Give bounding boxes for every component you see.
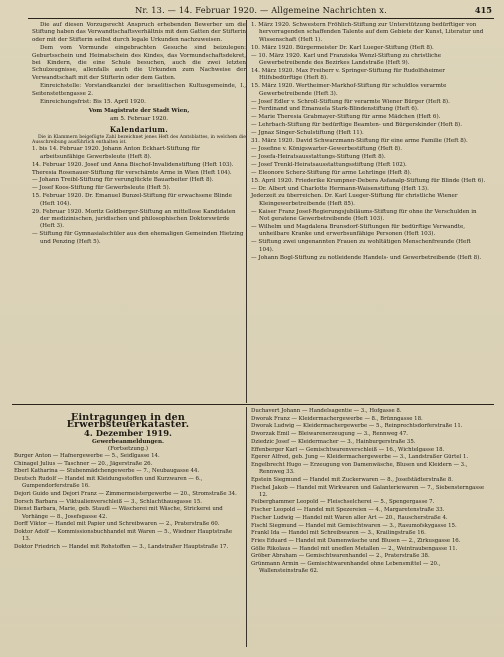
list-item: 15. März 1920. Wertheimer-Markhof-Stiftung für schuldlos verarmte Gewerbetreibende (Heft 3). <box>251 83 447 97</box>
list-item: — Jgnaz Singer-Schulstiftung (Heft 11). <box>251 130 364 137</box>
list-item: — Josef Trenkl-Heiratsausstattungsstiftung (Heft 102). <box>251 161 407 168</box>
list-item: Burger Anton — Hafnergewerbe — 5., Seidlgasse 14. <box>14 453 160 460</box>
section-divider <box>12 404 494 405</box>
list-item: Fischl Siegmund — Handel mit Gemischtwaren — 3., Rasumofskygasse 15. <box>251 522 457 529</box>
kalendarium-note: Die in Klammern beigefügte Zahl bezeichnet jenes Heft des Amtsblattes, in welchem die Ausschreibung ausführlich enthalten ist. <box>32 134 246 146</box>
list-item: Frankl Ida — Handel mit Schreibwaren — 3., Krailingstraße 16. <box>251 530 426 537</box>
paragraph: Einreichungsfrist: Bis 15. April 1920. <box>40 99 146 106</box>
list-item: — Johann Treibl-Stiftung für verunglückte Bauarbeiter (Heft 8). <box>32 177 214 184</box>
right-column <box>251 22 487 263</box>
kalendarium-heading: Kalendarium. <box>109 125 169 135</box>
list-item: Engelbrecht Hugo — Erzeugung von Damenwäsche, Blusen und Kleidern — 3., Rennweg 33. <box>251 461 468 476</box>
section-title: Eintragungen in den Erwerbsteuerkataster. <box>66 412 190 431</box>
list-item: — Josef Koos-Stiftung für Gewerbsleute (Heft 5). <box>32 185 171 192</box>
list-item: 10. März 1920. Bürgermeister Dr. Karl Lueger-Stiftung (Heft 8). <box>251 44 434 51</box>
tax-register-left <box>14 410 242 552</box>
list-item: Eberl Katharina — Stubenmädchengewerbe — 7., Neubaugasse 44. <box>14 468 200 475</box>
paragraph: Einreichstelle: Vorstandkanzlei der israelitischen Kultusgemeinde, I., Seitenstettengasse 2. <box>32 83 246 97</box>
list-item: — Dr. Albert und Charlotte Hermann-Waisenstiftung (Heft 13). <box>251 185 429 192</box>
list-item: 15. Februar 1920. Dr. Emanuel Bunzel-Stiftung für erwachsene Blinde (Heft 104). <box>32 193 232 207</box>
signoff-date: am 5. Februar 1920. <box>109 115 169 122</box>
list-item: 14. März 1920. Max Freiherr v. Springer-Stiftung für Rudolfsheimer Hilfsbedürftige (Heft 8). <box>251 67 445 82</box>
section-subtitle: Gewerbeanmeldungen. <box>92 438 164 445</box>
section-subtitle-note: (Fortsetzung.) <box>107 445 149 452</box>
list-item: 1. März 1920. Schwestern Fröhlich-Stiftung zur Unterstützung bedürftiger von hervorragenden schaffenden Talente auf dem Gebiete der Kunst, Literatur und Wissenschaft (Heft 1). <box>251 22 484 43</box>
running-title: Nr. 13. — 14. Februar 1920. — Allgemeine Nachrichten x. <box>135 5 387 15</box>
list-item: — Wilhelm und Magdalena Brunsdorf-Stiftungen für bedürftige Verwandte, unheilbare Kranke und erwerbsunfähige Personen (Heft 103). <box>251 224 466 238</box>
list-item: Dejori Guido und Dejori Franz — Zimmermeistergewerbe — 20., Stromstraße 34. <box>14 491 237 498</box>
list-item: — Eleonore Scherz-Stiftung für arme Lehrlinge (Heft 8). <box>251 169 412 176</box>
list-item: Doktor Friedrich — Handel mit Rohstoffen — 3., Landstraßer Hauptstraße 17. <box>14 543 229 550</box>
list-item: Doktor Adolf — Kommissionsbuchhandel mit Waren — 5., Wiedner Hauptstraße 13. <box>14 529 233 543</box>
list-item: — Kaiser Franz Josef-Regierungsjubiläums-Stiftung für ohne ihr Verschulden in Not geratene Gewerbetreibende (Heft 103). <box>251 208 477 223</box>
list-item: Effenberger Karl — Gemischtwarenverschleiß — 16., Wichtelgasse 18. <box>251 446 445 453</box>
list-item: 1. bis 14. Februar 1920. Johann Anton Eckhart-Stiftung für arbeitsunfähige Gewerbsleute (Heft 8). <box>32 146 200 160</box>
list-item: 29. Februar 1920. Moritz Goldberger-Stiftung an mittellose Kandidaten der medizinischen, juridischen und philosophischen Doktorswürde (Heft 3). <box>32 208 236 230</box>
list-item: Chinagel Julius — Taschner — 20., Jägerstraße 26. <box>14 460 153 467</box>
list-item: Fries Eduard — Handel mit Damenwäsche und Blusen — 2., Zirkusgasse 16. <box>251 537 461 544</box>
paragraph: Dem vom Vormunde eingebrachten Gesuche sind beizulegen: Geburtsschein und Heimatschein des Kindes, das Vormundschaftsdekret, bei Kindern, die eine Schule besuchen, auch die zwei letzten Schulzeugnisse, allenfalls auch die Urkunden zum Nachweise der Verwandtschaft mit der Stifterin oder dem Gatten. <box>32 45 246 81</box>
list-item: Egerer Alfred, geb. Jung — Kleidermachergewerbe — 3., Landstraßer Gürtel 1. <box>251 454 469 461</box>
list-item: 31. März 1920. David Schwarzmann-Stiftung für eine arme Familie (Heft 8). <box>251 138 468 145</box>
list-item: Fischer Leopold — Handel mit Spezereien — 4., Margaretenstraße 33. <box>251 507 445 514</box>
section-date: 4. Dezember 1919. <box>84 428 172 439</box>
list-item: — Josefa-Heiratsausstattungs-Stiftung (Heft 8). <box>251 153 386 160</box>
list-item: — Josefine v. Königswarter-Gewerbestiftung (Heft 8). <box>251 146 403 152</box>
list-item: Dworak Franz — Kleidermachergewerbe — 8., Brünngasse 18. <box>251 415 423 422</box>
list-item: — Josef Edler v. Schroll-Stiftung für verarmte Wiener Bürger (Heft 8). <box>251 98 450 105</box>
list-item: Theresia Rosenauer-Stiftung für verschämte Arme in Wien (Heft 104). <box>32 169 232 176</box>
list-item: — Stiftung für Gymnasialschüler aus den ehemaligen Gemeinden Hietzing und Penzing (Heft 5). <box>32 231 244 245</box>
list-item: Duchavert Johann — Handelsagentie — 3., Hofgasse 8. <box>251 408 402 414</box>
list-item: — 10. März 1920. Karl und Franziska Wenzl-Stiftung zu christliche Gewerbetreibende des Bezirkes Landstraße (Heft 9). <box>251 52 442 67</box>
signoff: Vom Magistrate der Stadt Wien, <box>88 108 190 115</box>
list-item: Deutsch Rudolf — Handel mit Kleidungsstoffen und Kurzwaren — 6., Gumpendorferstraße 16. <box>14 476 203 490</box>
list-item: — Johann Bogl-Stiftung zu notleidende Handels- und Gewerbetreibende (Heft 8). <box>251 254 482 261</box>
list-item: — Marie Theresia Grabmayer-Stiftung für arme Mädchen (Heft 6). <box>251 114 441 121</box>
paragraph: Die auf diesen Vorzugsrecht Anspruch erhebenden Bewerber um die Stiftung haben das Verwandtschaftsverhältnis mit dem Gatten der Stifterin oder mit der Stifterin selbst durch legale Urkunden nachzuweisen. <box>32 22 246 43</box>
list-item: 15. April 1920. Friederike Krumpner-Debera Asfanalp-Stiftung für Blinde (Heft 6). <box>251 177 486 184</box>
list-item: Dienst Barbara, Marie, geb. Staudl — Wäscherei mit Wäsche, Strickerei und Vorhänge — 8., Josefsgasse 42. <box>14 506 223 520</box>
list-item: Jederzeit zu überreichen. Dr. Karl Lueger-Stiftung für christliche Wiener Kleingewerbetreibende (Heft 85). <box>251 193 458 207</box>
list-item: — Lehrbach-Stiftung für bedürftige Beamten- und Bürgerskinder (Heft 8). <box>251 122 463 129</box>
list-item: Dorsch Barbara — Viktualienverschleiß — 3., Schlachthausgasse 15. <box>14 498 202 505</box>
list-item: Grünmann Armin — Gemischtwarenhandel ohne Lebensmittel — 20., Wallensteinstraße 62. <box>251 561 441 575</box>
left-column <box>32 22 246 247</box>
list-item: Epstein Siegmund — Handel mit Zuckerwaren — 8., Josefstädterstraße 8. <box>251 476 453 483</box>
list-item: — Stiftung zwei ungenannten Frauen zu wohltätigen Menschenfreunde (Heft 104). <box>251 239 471 253</box>
list-item: Dworak Ludwig — Kleidermachergewerbe — 5., Reinprechtsdorferstraße 11. <box>251 423 463 430</box>
list-item: Gölle Rikolaus — Handel mit unedlen Metallen — 2., Weintraubengasse 11. <box>251 545 458 552</box>
list-item: 14. Februar 1920. Josef und Anna Bischof-Invalidenstiftung (Heft 103). <box>32 161 234 168</box>
column-divider-lower <box>246 407 247 647</box>
list-item: Dworzak Emil — Bleiwarenerzeugung — 3., Rennweg 47. <box>251 431 409 438</box>
page-number: 415 <box>474 5 492 15</box>
list-item: Fischel Jakob — Handel mit Wirkwaren und Galanteriewaren — 7., Siebensterngasse 12. <box>251 484 485 498</box>
list-item: — Ferdinand und Emanuela Stark-Blindenstiftung (Heft 6). <box>251 106 419 113</box>
list-item: Gröber Abraham — Gemischtwarenhandel — 2., Praterstraße 38. <box>251 553 430 560</box>
tax-register-right <box>251 408 489 576</box>
list-item: Dziedzic Josef — Kleidermacher — 3., Hainburgerstraße 35. <box>251 438 416 445</box>
list-item: Dorff Viktor — Handel mit Papier und Schreibwaren — 2., Praterstraße 60. <box>14 521 220 528</box>
list-item: Fischer Ludwig — Handel mit Waren aller Art — 20., Rauscherstraße 4. <box>251 514 448 521</box>
list-item: Feiberghammer Leopold — Fleischselcherei — 5., Spengergasse 7. <box>251 499 435 506</box>
column-divider <box>246 20 247 403</box>
running-header <box>28 4 494 19</box>
